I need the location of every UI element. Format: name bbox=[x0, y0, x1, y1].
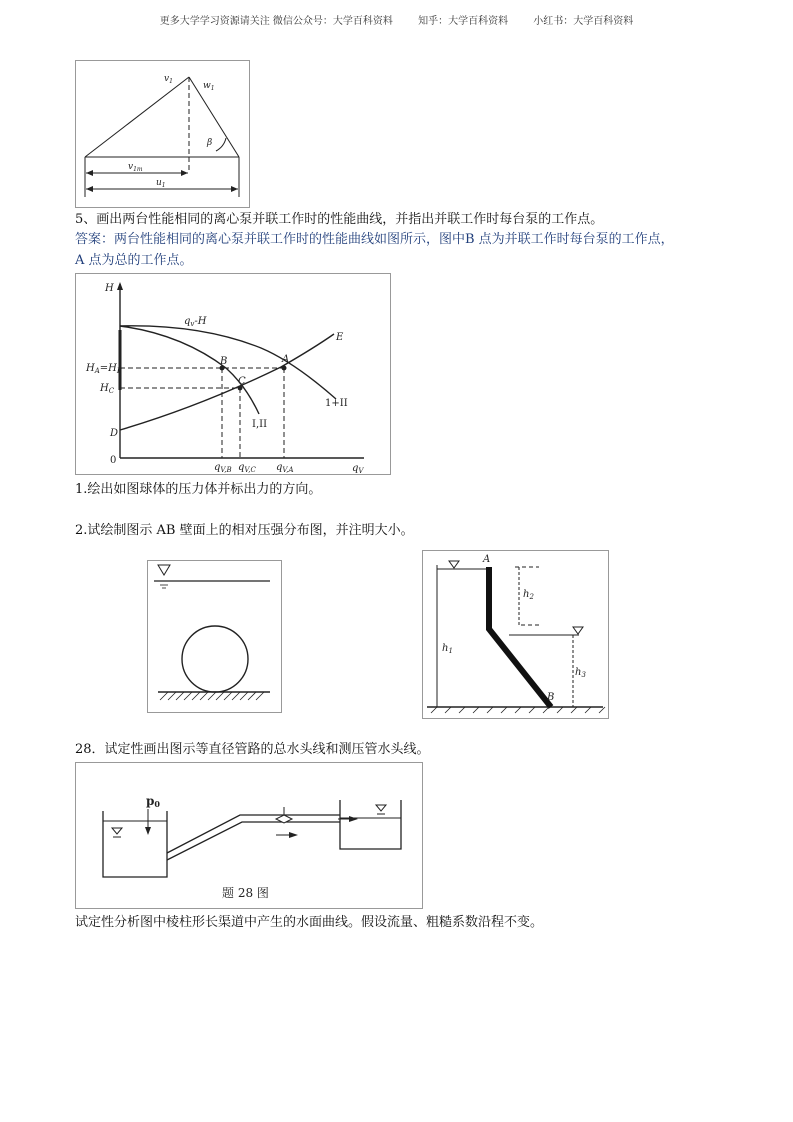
axis-q-label: q bbox=[352, 463, 359, 474]
curve-single-end-label: I,II bbox=[252, 419, 268, 430]
answer-5-line2: A 点为总的工作点。 bbox=[75, 253, 193, 268]
svg-text:qv-H: $q_v-H$ bbox=[184, 316, 207, 328]
p0-label: p bbox=[146, 794, 155, 808]
v1-vector bbox=[85, 77, 189, 157]
point-d-label: D bbox=[110, 428, 119, 439]
v1-label: v bbox=[164, 74, 170, 84]
svg-text:h2: $h_2$ bbox=[523, 589, 534, 601]
pump-curve-figure bbox=[75, 273, 391, 475]
sphere-figure bbox=[147, 560, 282, 713]
axis-h-label: H bbox=[105, 283, 114, 294]
wall-ab-figure bbox=[422, 550, 609, 719]
svg-text:h3: $h_3$ bbox=[575, 667, 586, 679]
page-header bbox=[0, 12, 793, 27]
svg-text:u1: $u_1$ bbox=[156, 178, 166, 189]
svg-text:HA=HB: $H_A=H_B$ bbox=[86, 363, 123, 375]
point-b-label: B bbox=[220, 356, 228, 367]
point-a-label: A bbox=[483, 554, 491, 565]
h1-label: h bbox=[442, 643, 449, 654]
pipe-lower-wall bbox=[167, 822, 340, 860]
w1-label: w bbox=[203, 81, 211, 91]
point-a-mark bbox=[282, 366, 287, 371]
header-zhihu: 知乎：大学百科资料 bbox=[418, 16, 509, 27]
point-b-label: B bbox=[547, 692, 555, 703]
answer-5-line1: 答案：两台性能相同的离心泵并联工作时的性能曲线如图所示，图中B 点为并联工作时每台泵的工作点， bbox=[75, 232, 674, 247]
tick-c-label: q bbox=[238, 462, 245, 473]
question-channel: 试定性分析图中棱柱形长渠道中产生的水面曲线。假设流量、粗糙系数沿程不变。 bbox=[75, 915, 544, 930]
wall-ab bbox=[489, 567, 551, 707]
curve-single-label: q bbox=[184, 316, 191, 327]
svg-text:HC: $H_C$ bbox=[100, 383, 115, 395]
svg-text:v1m: $v_{1m}$ bbox=[128, 162, 143, 173]
tick-b-label: q bbox=[214, 462, 221, 473]
header-wechat: 更多大学学习资源请关注 微信公众号：大学百科资料 bbox=[159, 16, 393, 27]
svg-text:p0: p0 bbox=[146, 794, 160, 809]
svg-text:v1: $v_1$ bbox=[164, 74, 173, 85]
sphere bbox=[182, 626, 248, 692]
svg-text:w1: $w_1$ bbox=[203, 81, 215, 92]
svg-text:qV,C: $q_{V,C}$ bbox=[238, 462, 256, 474]
header-xiaohongshu: 小红书：大学百科资料 bbox=[533, 16, 634, 27]
h2-label: h bbox=[523, 589, 530, 600]
question-sphere: 1.绘出如图球体的压力体并标出力的方向。 bbox=[75, 482, 322, 497]
origin-label: 0 bbox=[110, 455, 117, 466]
question-5: 5、画出两台性能相同的离心泵并联工作时的性能曲线，并指出并联工作时每台泵的工作点。 bbox=[75, 212, 604, 227]
beta-arc bbox=[216, 138, 226, 151]
water-level-symbol bbox=[158, 565, 170, 575]
label-hc: H bbox=[100, 383, 109, 394]
question-28: 28．试定性画出图示等直径管路的总水头线和测压管水头线。 bbox=[75, 742, 430, 757]
single-curve bbox=[120, 326, 259, 414]
svg-text:h1: $h_1$ bbox=[442, 643, 453, 655]
label-ha: H bbox=[86, 363, 95, 374]
u1-label: u bbox=[156, 178, 162, 188]
figure-28-caption: 题 28 图 bbox=[222, 886, 269, 900]
v1m-label: v bbox=[128, 162, 134, 172]
svg-text:qV: $q_V$ bbox=[352, 463, 364, 474]
curve-combined-label: 1+II bbox=[325, 398, 348, 409]
system-curve bbox=[120, 334, 334, 430]
beta-label: β bbox=[207, 138, 213, 148]
svg-text:qV,B: $q_{V,B}$ bbox=[214, 462, 232, 474]
question-wall: 2.试绘制图示 AB 壁面上的相对压强分布图，并注明大小。 bbox=[75, 523, 414, 538]
tick-a-label: q bbox=[276, 462, 283, 473]
velocity-triangle-figure bbox=[75, 60, 250, 208]
right-tank bbox=[340, 800, 401, 849]
pipeline-figure bbox=[75, 762, 423, 909]
point-c-label: C bbox=[238, 376, 246, 387]
curve-e-label: E bbox=[336, 332, 344, 343]
point-a-label: A bbox=[282, 354, 290, 365]
h3-label: h bbox=[575, 667, 582, 678]
svg-text:qV,A: $q_{V,A}$ bbox=[276, 462, 294, 474]
